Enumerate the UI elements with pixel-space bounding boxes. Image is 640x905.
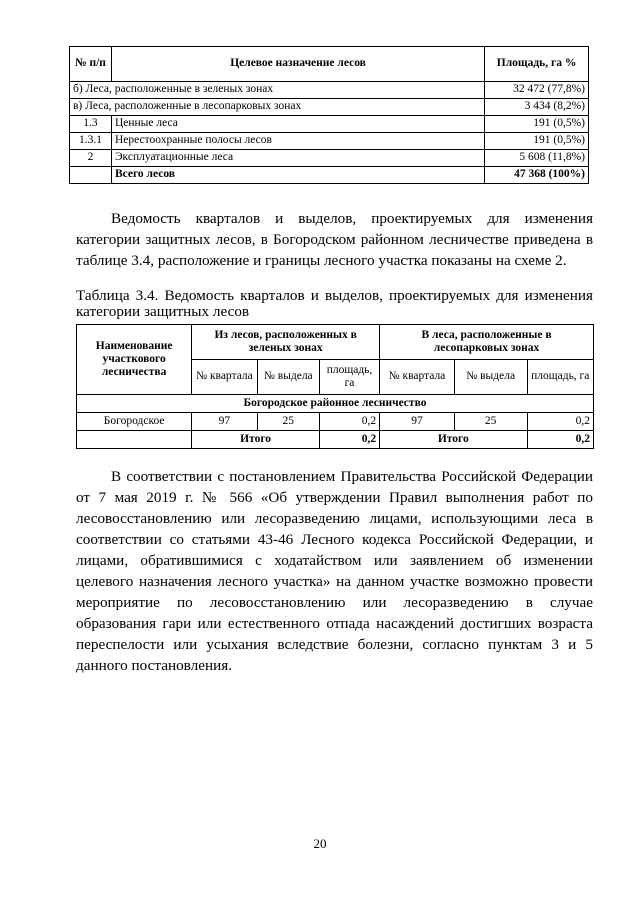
paragraph-regulation: В соответствии с постановлением Правительства Российской Федерации от 7 мая 2019 г. № 566 «Об утверждении Правил выполнения работ по лесовосстановлению или лесоразведению лицами, использующими леса в соответствии со статьями 43-46 Лесного кодекса Российской Федерации, и лицами, обратившимися с ходатайством или заявлением об изменении целевого назначения лесного участка» на данном участке возможно провести мероприятие по лесовосстановлению или лесоразведению в случае образования гари или естественного отпада насаждений достигших возраста переспелости или усыхания вследствие болезни, согласно пунктам 3 и 5 данного постановления. bbox=[76, 468, 593, 674]
cell-area: 0,2 bbox=[319, 413, 379, 431]
table-row bbox=[70, 82, 589, 99]
section-title: Богородское районное лесничество bbox=[77, 395, 594, 413]
cell-purpose: Всего лесов bbox=[111, 167, 484, 184]
table-total-row bbox=[77, 431, 594, 449]
total-label: Итого bbox=[380, 431, 527, 449]
cell-purpose: в) Леса, расположенные в лесопарковых зонах bbox=[70, 99, 485, 116]
cell-num: 1.3.1 bbox=[70, 133, 112, 150]
subheader-quarter: № квартала bbox=[380, 360, 455, 395]
header-green-zones: Из лесов, расположенных в зеленых зонах bbox=[192, 325, 380, 360]
cell-quarter: 97 bbox=[192, 413, 257, 431]
total-value: 0,2 bbox=[527, 431, 594, 449]
cell-purpose: Эксплуатационные леса bbox=[111, 150, 484, 167]
quarters-table bbox=[76, 324, 594, 449]
subheader-allotment: № выдела bbox=[257, 360, 319, 395]
table-row bbox=[70, 99, 589, 116]
total-label: Итого bbox=[192, 431, 320, 449]
table-row bbox=[77, 413, 594, 431]
header-num: № п/п bbox=[70, 47, 112, 82]
table-header-row bbox=[70, 47, 589, 82]
cell-allotment: 25 bbox=[257, 413, 319, 431]
header-park-zones: В леса, расположенные в лесопарковых зонах bbox=[380, 325, 594, 360]
cell-purpose: б) Леса, расположенные в зеленых зонах bbox=[70, 82, 485, 99]
total-value: 0,2 bbox=[319, 431, 379, 449]
cell-area: 3 434 (8,2%) bbox=[485, 99, 589, 116]
table-section-row bbox=[77, 395, 594, 413]
header-purpose: Целевое назначение лесов bbox=[111, 47, 484, 82]
page-number: 20 bbox=[313, 836, 327, 851]
cell-num: 1.3 bbox=[70, 116, 112, 133]
cell-area: 0,2 bbox=[527, 413, 594, 431]
table-caption: Таблица 3.4. Ведомость кварталов и выделов, проектируемых для изменения категории защитных лесов bbox=[76, 287, 593, 320]
paragraph-table-reference: Ведомость кварталов и выделов, проектируемых для изменения категории защитных лесов, в Богородском районном лесничестве приведена в таблице 3.4, расположение и границы лесного участка показаны на схеме 2. bbox=[76, 210, 593, 269]
header-area: Площадь, га % bbox=[485, 47, 589, 82]
cell-area: 47 368 (100%) bbox=[485, 167, 589, 184]
cell-num: 2 bbox=[70, 150, 112, 167]
forest-purpose-table bbox=[69, 46, 589, 184]
cell-quarter: 97 bbox=[380, 413, 455, 431]
subheader-allotment: № выдела bbox=[454, 360, 527, 395]
header-forestry-name: Наименование участкового лесничества bbox=[77, 325, 192, 395]
cell-allotment: 25 bbox=[454, 413, 527, 431]
table-row bbox=[70, 133, 589, 150]
cell-empty bbox=[77, 431, 192, 449]
table-row bbox=[70, 150, 589, 167]
subheader-area: площадь, га bbox=[527, 360, 594, 395]
table-header-row bbox=[77, 325, 594, 360]
cell-area: 32 472 (77,8%) bbox=[485, 82, 589, 99]
cell-area: 191 (0,5%) bbox=[485, 133, 589, 150]
table-row bbox=[70, 167, 589, 184]
cell-forestry: Богородское bbox=[77, 413, 192, 431]
table-row bbox=[70, 116, 589, 133]
subheader-area: площадь, га bbox=[319, 360, 379, 395]
cell-num bbox=[70, 167, 112, 184]
cell-purpose: Ценные леса bbox=[111, 116, 484, 133]
subheader-quarter: № квартала bbox=[192, 360, 257, 395]
cell-area: 5 608 (11,8%) bbox=[485, 150, 589, 167]
cell-purpose: Нерестоохранные полосы лесов bbox=[111, 133, 484, 150]
cell-area: 191 (0,5%) bbox=[485, 116, 589, 133]
